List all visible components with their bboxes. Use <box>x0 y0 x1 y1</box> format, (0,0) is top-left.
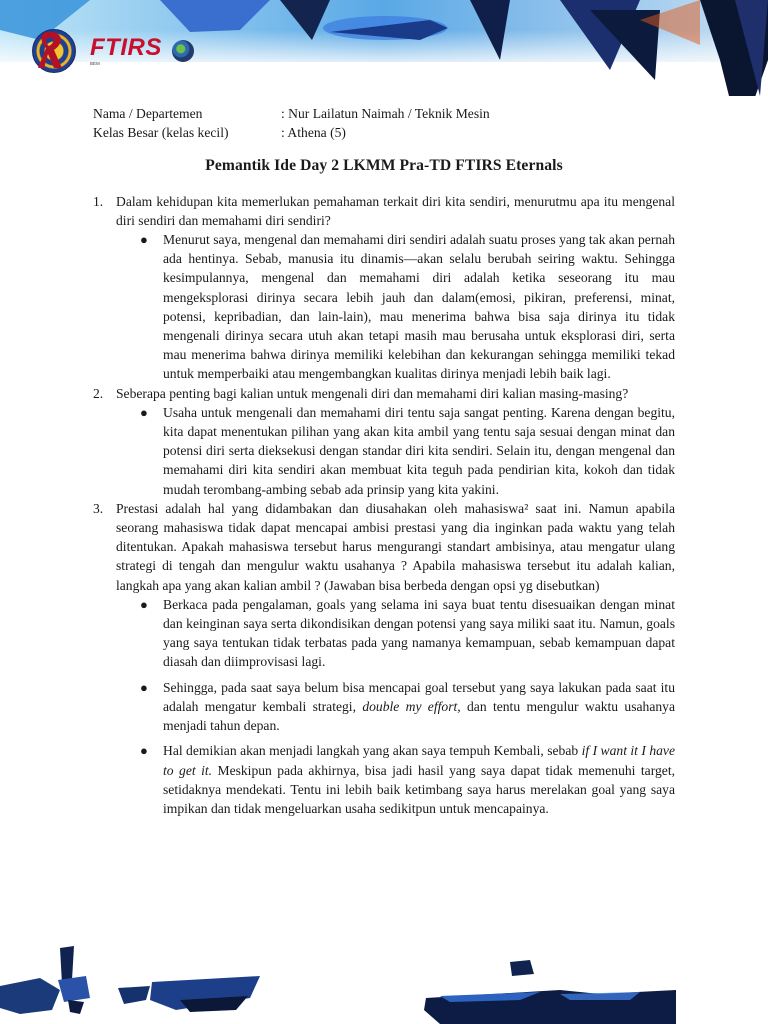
bullet-icon: ● <box>140 404 148 420</box>
document-body <box>93 104 675 818</box>
answer-list <box>93 403 675 499</box>
document-title: Pemantik Ide Day 2 LKMM Pra-TD FTIRS Eternals <box>205 157 563 175</box>
question-item <box>93 499 675 595</box>
meta-row-name <box>93 104 675 123</box>
question-text: Dalam kehidupan kita memerlukan pemahaman terkait diri kita sendiri, menurutmu apa itu mengenal diri sendiri dan memahami diri sendiri? <box>116 193 675 228</box>
answer-text-cont: Meskipun pada akhirnya, bisa jadi hasil yang saya dapat tidak memenuhi target, setidaknya mendekati. Tentu ini lebih baik ketimbang saya harus merelakan goal yang saya impikan dan tidak mengeluarkan usaha sedikitpun untuk mencapainya. <box>163 762 675 816</box>
question-text: Prestasi adalah hal yang didambakan dan diusahakan oleh mahasiswa² saat ini. Namun apabila seorang mahasiswa tidak dapat mencapai ambisi prestasi yang dia inginkan pada waktu yang telah ditentukan. Apakah mahasiswa tersebut harus mengurangi standart ambisinya, atau mengatur ulang strategi di tengah dan mengulur waktu usahanya ? Apabila mahasiswa tersebut itu adalah kalian, langkah apa yang akan kalian ambil ? (Jawaban bisa berbeda dengan opsi yg disebutkan) <box>116 500 675 593</box>
answer-item <box>140 230 675 384</box>
question-item <box>93 384 675 403</box>
ribbon-logo-icon <box>32 28 72 72</box>
question-text: Seberapa penting bagi kalian untuk mengenali diri dan memahami diri kalian masing-masing? <box>116 385 629 401</box>
bullet-icon: ● <box>140 743 148 759</box>
answer-emphasis: if I want it I have to get it. <box>163 743 675 778</box>
answer-emphasis: double my effort, <box>362 698 461 714</box>
header-decoration <box>0 0 768 96</box>
logo-row <box>32 28 194 74</box>
question-number: 1. <box>93 193 104 209</box>
answer-list <box>93 595 675 818</box>
identity-block <box>93 104 675 142</box>
ftirs-logo-tag: BEM <box>90 60 100 66</box>
ftirs-logo-text: FTIRS <box>90 33 162 61</box>
meta-label: Nama / Departemen <box>93 106 203 121</box>
answer-text-cont: dan tentu mengulur waktu usahanya menjadi tahun depan. <box>163 698 676 734</box>
question-number: 3. <box>93 500 104 516</box>
footer-decoration <box>0 940 768 1024</box>
answer-item <box>140 403 675 499</box>
answer-text: Sehingga, pada saat saya belum bisa mencapai goal tersebut yang saya lakukan pada saat itu adalah mengatur kembali strategi, <box>163 679 675 714</box>
bullet-icon: ● <box>140 679 148 695</box>
answer-text: Hal demikian akan menjadi langkah yang akan saya tempuh Kembali, sebab <box>163 743 582 759</box>
answer-text: Usaha untuk mengenali dan memahami diri tentu saja sangat penting. Karena dengan begitu, kita dapat menentukan pilihan yang akan kita ambil yang tentu saja sesuai dengan minat dan potensi diri serta dieksekusi dengan standar diri kita sendiri. Selain itu, dengan mengenal dan memahami diri kita sendiri akan membuat kita teguh pada pendirian kita, kokoh dan tidak mudah terombang-ambing sebab ada prinsip yang kita yakini. <box>163 404 675 497</box>
answer-text: Menurut saya, mengenal dan memahami diri sendiri adalah suatu proses yang tak akan pernah ada hentinya. Sebab, manusia itu dinamis—akan selalu berubah seiring waktu. Sehingga kesimpulannya, mengenal dan memahami diri adalah ketika seseorang itu mau mengeksplorasi dirinya secara lebih jauh dan dalam(emosi, pikiran, preferensi, minat, potensi, kepribadian, dan lain-lain), mau menerima bahwa bisa saja dirinya itu tidak mengenali dirinya secara utuh akan tetapi masih mau berusaha untuk eksplorasi diri, serta mau menerima bahwa dirinya memiliki kelebihan dan kekurangan sehingga memiliki tekad untuk memperbaiki atau mengembangkan kualitas dirinya menjadi lebih baik lagi. <box>163 232 675 382</box>
question-list <box>93 192 675 819</box>
bullet-icon: ● <box>140 232 148 248</box>
meta-label: Kelas Besar (kelas kecil) <box>93 125 229 141</box>
question-item <box>93 192 675 230</box>
answer-item <box>140 678 675 736</box>
bullet-icon: ● <box>140 596 148 612</box>
answer-list <box>93 230 675 384</box>
meta-row-class <box>93 123 675 142</box>
meta-value: : Athena (5) <box>281 125 346 141</box>
answer-text: Berkaca pada pengalaman, goals yang selama ini saya buat tentu disesuaikan dengan minat dan keinginan saya serta dikondisikan dengan potensi yang saya miliki saat itu. Namun, goals yang saya tentukan tidak terbatas pada yang namanya kemampuan, sebab kemampuan dapat diasah dan diimprovisasi lagi. <box>163 596 675 670</box>
ftirs-logo <box>90 33 162 67</box>
meta-value: : Nur Lailatun Naimah / Teknik Mesin <box>281 106 490 121</box>
answer-item <box>140 595 675 672</box>
globe-logo-icon <box>172 40 194 62</box>
answer-item <box>140 741 675 818</box>
question-number: 2. <box>93 385 104 401</box>
